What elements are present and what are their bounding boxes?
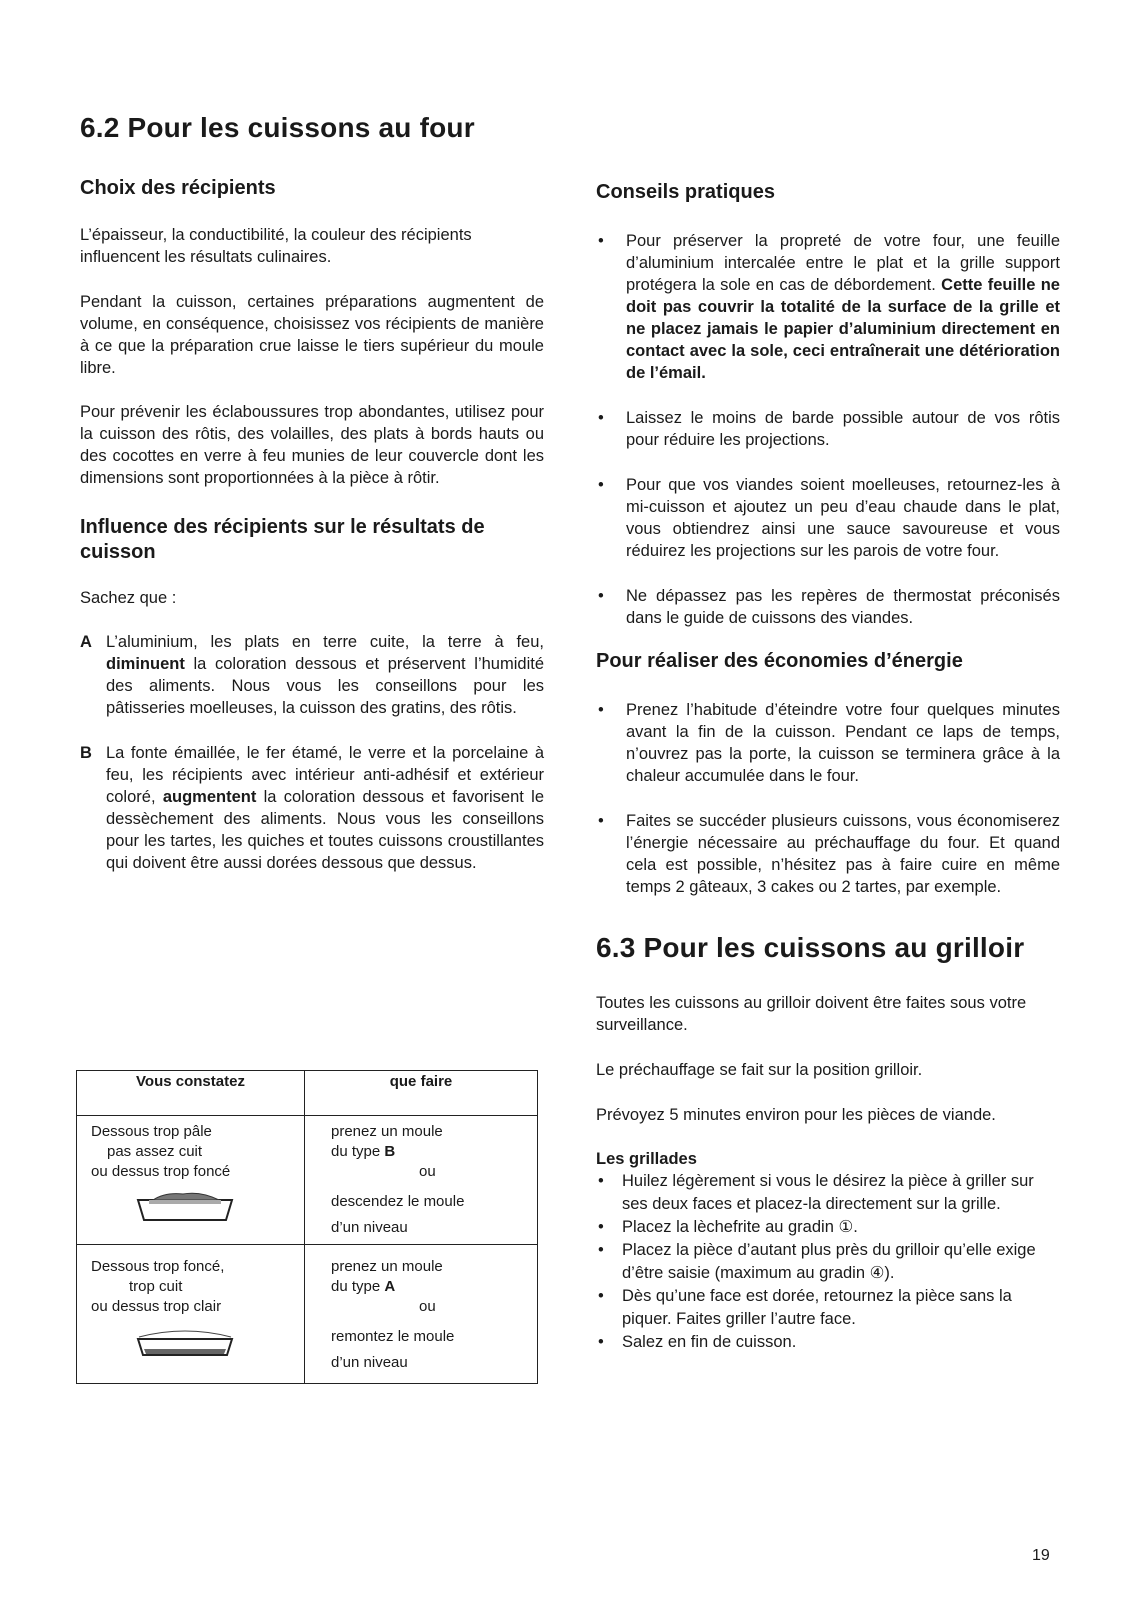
table-cell-action — [305, 1245, 538, 1384]
pan-dark-bottom-icon — [135, 1192, 235, 1224]
paragraph-grilloir-1: Toutes les cuissons au grilloir doivent être faites sous votre surveillance. — [596, 994, 1027, 1034]
list-item: • Salez en fin de cuisson. — [596, 1331, 1060, 1354]
act-line-type — [331, 1277, 529, 1297]
paragraph-choix-1: L’épaisseur, la conductibilité, la couleur des récipients influencent les résultats culinaires. — [80, 226, 472, 266]
list-item: • Huilez légèrement si vous le désirez la pièce à griller sur ses deux faces et placez-la directement sur la grille. — [596, 1170, 1060, 1216]
obs-line: pas assez cuit — [107, 1143, 203, 1160]
letter-b: B — [80, 744, 92, 762]
right-column — [596, 176, 1060, 1354]
item-a-bold: diminuent — [106, 655, 185, 673]
list-item: • Prenez l’habitude d’éteindre votre four quelques minutes avant la fin de la cuisson. Pendant ce laps de temps, n’ouvrez pas la porte, la cuisson se terminera grâce à la chaleur accumulée dans le four. — [596, 699, 1060, 787]
paragraph-grilloir-2: Le préchauffage se fait sur la position grilloir. — [596, 1061, 923, 1079]
list-item: • Ne dépassez pas les repères de thermostat préconisés dans le guide de cuissons des viandes. — [596, 585, 1060, 629]
act-line-type — [331, 1142, 529, 1162]
troubleshooting-table — [76, 1070, 538, 1384]
paragraph-choix-3: Pour prévenir les éclaboussures trop abondantes, utilisez pour la cuisson des rôtis, des volailles, des plats à bords hauts ou des cocottes en verre à feu munies de leur couvercle dont les dimensions sont proportionnées à la pièce à rôtir. — [80, 403, 544, 487]
section-title-grilloir: 6.3 Pour les cuissons au grilloir — [596, 932, 1025, 963]
item-type-b — [80, 742, 544, 874]
table-cell-observation — [77, 1116, 305, 1245]
pan-light-top-icon — [135, 1327, 235, 1359]
conseils-list — [596, 230, 1060, 629]
item-a-text-before: L’aluminium, les plats en terre cuite, la terre à feu, — [106, 633, 544, 651]
left-column — [80, 176, 544, 874]
table-header-vous-constatez: Vous constatez — [77, 1071, 305, 1116]
list-item — [596, 230, 1060, 384]
paragraph-choix-2: Pendant la cuisson, certaines préparations augmentent de volume, en conséquence, choisissez vos récipients de manière à ce que la préparation crue laisse le tiers supérieur du moule libre. — [80, 293, 544, 377]
page-title: 6.2 Pour les cuissons au four — [80, 112, 475, 143]
table-cell-observation — [77, 1245, 305, 1384]
heading-influence-recipients: Influence des récipients sur le résultats de cuisson — [80, 516, 485, 563]
paragraph-grilloir-3: Prévoyez 5 minutes environ pour les pièces de viande. — [596, 1106, 996, 1124]
list-item: • Faites se succéder plusieurs cuissons, vous économiserez l’énergie nécessaire au préchauffage du four. Et quand cela est possible, n’hésitez pas à faire cuire en même temps 2 gâteaux, 3 cakes ou 2 tartes, par exemple. — [596, 810, 1060, 898]
act-line: d’un niveau — [331, 1219, 408, 1236]
conseil-1-bold: Cette feuille ne doit pas couvrir la totalité de la surface de la grille et ne placez jamais le papier d’aluminium directement en contact avec la sole, ceci entraînerait une détérioration de l’émail. — [626, 276, 1060, 382]
page-number: 19 — [1032, 1547, 1050, 1564]
letter-a: A — [80, 633, 92, 651]
obs-line: ou dessus trop clair — [91, 1298, 222, 1315]
act-or: ou — [419, 1298, 436, 1315]
item-b-text-before: La fonte émaillée, le fer étamé, le verre et la porcelaine à feu, les récipients avec intérieur anti-adhésif et extérieur coloré, — [106, 744, 544, 806]
item-b-text-after: la coloration dessous et favorisent le dessèchement des aliments. Nous vous les conseillons pour les tartes, les quiches et toutes cuissons croustillantes qui doivent être aussi dorées dessous que dessus. — [106, 788, 544, 872]
heading-grillades: Les grillades — [596, 1150, 697, 1168]
obs-line: Dessous trop pâle — [91, 1123, 212, 1140]
act-line: d’un niveau — [331, 1354, 408, 1371]
act-type-letter: B — [384, 1143, 396, 1160]
table-row — [77, 1245, 538, 1384]
conseil-1-text: Pour préserver la propreté de votre four, une feuille d’aluminium intercalée entre le plat et la grille support protégera la sole en cas de débordement. — [626, 232, 1060, 294]
heading-economies-energie: Pour réaliser des économies d’énergie — [596, 650, 963, 672]
list-item: • Placez la pièce d’autant plus près du grilloir qu’elle exige d’être saisie (maximum au gradin ④). — [596, 1239, 1060, 1285]
table-header-que-faire: que faire — [305, 1071, 538, 1116]
obs-line: Dessous trop foncé, — [91, 1258, 225, 1275]
act-line: descendez le moule — [331, 1193, 465, 1210]
item-type-a — [80, 631, 544, 719]
item-b-bold: augmentent — [162, 788, 257, 806]
table-cell-action — [305, 1116, 538, 1245]
act-line: prenez un moule — [331, 1123, 443, 1140]
heading-choix-recipients: Choix des récipients — [80, 177, 276, 199]
list-item: • Laissez le moins de barde possible autour de vos rôtis pour réduire les projections. — [596, 407, 1060, 451]
act-line: prenez un moule — [331, 1258, 443, 1275]
act-or: ou — [419, 1163, 436, 1180]
act-type-prefix: du type — [331, 1143, 385, 1160]
list-item: • Placez la lèchefrite au gradin ①. — [596, 1216, 1060, 1239]
item-a-text-after: la coloration dessous et préservent l’humidité des aliments. Nous vous les conseillons pour les pâtisseries moelleuses, la cuisson des gratins, des rôtis. — [106, 655, 544, 717]
heading-conseils-pratiques: Conseils pratiques — [596, 181, 775, 203]
paragraph-sachez-que: Sachez que : — [80, 589, 177, 607]
list-item: • Pour que vos viandes soient moelleuses, retournez-les à mi-cuisson et ajoutez un peu d’eau chaude dans le plat, vous obtiendrez ainsi une sauce savoureuse et vous réduirez les projections sur les parois de votre four. — [596, 474, 1060, 562]
economies-list — [596, 699, 1060, 898]
act-type-prefix: du type — [331, 1278, 385, 1295]
table-header-row — [77, 1071, 538, 1116]
act-type-letter: A — [384, 1278, 396, 1295]
list-item: • Dès qu’une face est dorée, retournez la pièce sans la piquer. Faites griller l’autre face. — [596, 1285, 1060, 1331]
table-row — [77, 1116, 538, 1245]
grillades-list — [596, 1170, 1060, 1354]
obs-line: ou dessus trop foncé — [91, 1163, 231, 1180]
act-line: remontez le moule — [331, 1328, 455, 1345]
obs-line: trop cuit — [129, 1278, 183, 1295]
